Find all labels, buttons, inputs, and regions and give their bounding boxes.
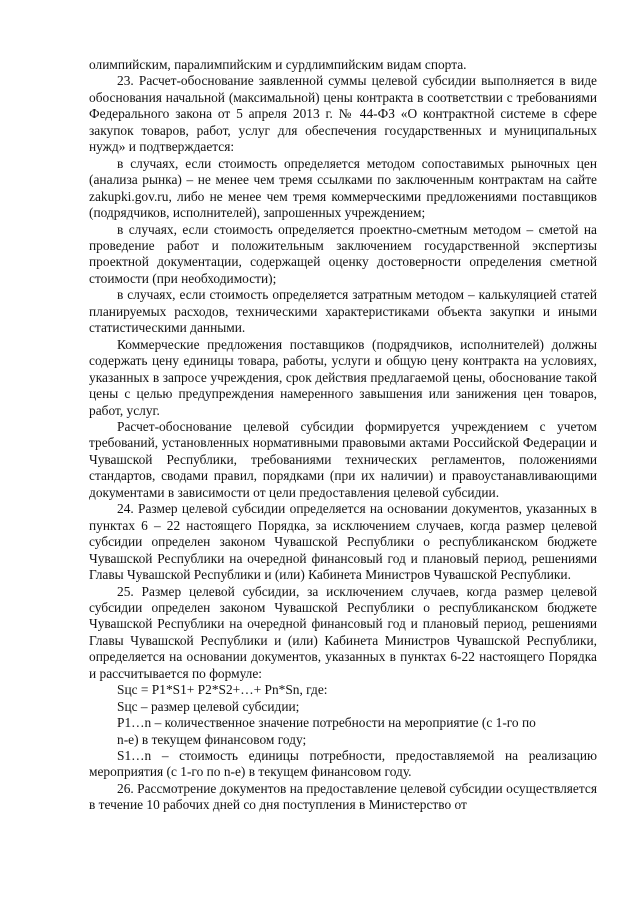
paragraph-estimate-method: в случаях, если стоимость определяется проектно-сметным методом – сметой на проведение работ и положительным заключением государственной экспертизы проектной документации, содержащей оценку достоверности определения сметной стоимости (при необходимости); [89, 221, 597, 286]
formula-definition-p: P1…n – количественное значение потребности на мероприятие (с 1-го по [117, 715, 536, 731]
document-page [89, 57, 597, 814]
paragraph-25: 25. Размер целевой субсидии, за исключением случаев, когда размер целевой субсидии определен законом Чувашской Республики о республиканском бюджете Чувашской Республики на очередной финансовый год и плановый период, решениями Главы Чувашской Республики и (или) Кабинета Министров Чувашской Республики, определяется на основании документов, указанных в пунктах 6-22 настоящего Порядка и рассчитывается по формуле: [89, 583, 597, 681]
paragraph-23: 23. Расчет-обоснование заявленной суммы целевой субсидии выполняется в виде обоснования начальной (максимальной) цены контракта в соответствии с требованиями Федерального закона от 5 апреля 2013 г. № 44-ФЗ «О контрактной системе в сфере закупок товаров, работ, услуг для обеспечения государственных и муниципальных нужд» и подтверждается: [89, 73, 597, 155]
paragraph-cost-method: в случаях, если стоимость определяется затратным методом – калькуляцией статей планируемых расходов, техническими характеристиками объекта закупки и иными статистическими данными. [89, 287, 597, 336]
formula-definition-s: S1…n – стоимость единицы потребности, предоставляемой на реализацию мероприятия (с 1-го по n-е) в текущем финансовом году. [89, 748, 597, 780]
formula-definition-p-continued: n-е) в текущем финансовом году; [117, 731, 307, 747]
paragraph-24: 24. Размер целевой субсидии определяется на основании документов, указанных в пунктах 6 – 22 настоящего Порядка, за исключением случаев, когда размер целевой субсидии определен законом Чувашской Республики о республиканском бюджете Чувашской Республики на очередной финансовый год и плановый период, решениями Главы Чувашской Республики и (или) Кабинета Министров Чувашской Республики. [89, 501, 597, 583]
paragraph-26: 26. Рассмотрение документов на предоставление целевой субсидии осуществляется в течение 10 рабочих дней со дня поступления в Министерство от [89, 780, 597, 813]
paragraph-sport-types-end: олимпийским, паралимпийским и сурдлимпийским видам спорта. [89, 57, 467, 72]
formula-line: Sцс = P1*S1+ P2*S2+…+ Pn*Sn, где: [117, 682, 328, 698]
paragraph-commercial-offers: Коммерческие предложения поставщиков (подрядчиков, исполнителей) должны содержать цену единицы товара, работы, услуги и общую цену контракта на условиях, указанных в запросе учреждения, срок действия предлагаемой цены, обоснование такой цены с целью предупреждения намеренного завышения или занижения цен товаров, работ, услуг. [89, 336, 597, 418]
paragraph-market-method: в случаях, если стоимость определяется методом сопоставимых рыночных цен (анализа рынка) – не менее чем тремя ссылками по заключенным контрактам на сайте zakupki.gov.ru, либо не менее чем тремя коммерческими предложениями поставщиков (подрядчиков, исполнителей), запрошенных учреждением; [89, 155, 597, 221]
paragraph-calculation-requirements: Расчет-обоснование целевой субсидии формируется учреждением с учетом требований, установленных нормативными правовыми актами Российской Федерации и Чувашской Республики, требованиями технических регламентов, положениями стандартов, сводами правил, порядками (при их наличии) и правоустанавливающими документами в зависимости от цели предоставления целевой субсидии. [89, 418, 597, 500]
formula-definition-scs: Sцс – размер целевой субсидии; [117, 698, 300, 714]
